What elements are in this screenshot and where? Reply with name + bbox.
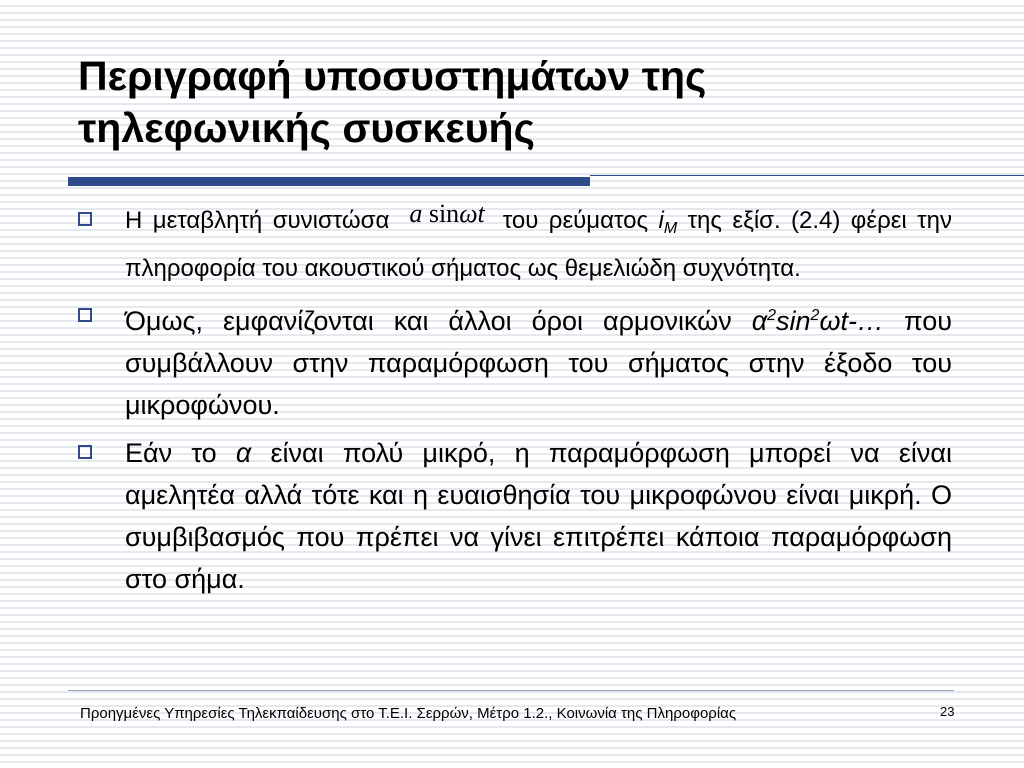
harmonic-term (752, 306, 884, 336)
hollow-square-icon (78, 212, 92, 226)
bullet-text: Η μεταβλητή συνιστώσα (125, 207, 390, 234)
bullet-text: που συμβάλλουν στην παραμόρφωση του σήματος στην έξοδο του μικροφώνου. (125, 306, 952, 420)
harmonic-term-rest: ωt-… (819, 306, 884, 336)
current-variable: i (658, 207, 664, 234)
formula-var-wt: ωt (459, 199, 485, 228)
page-number: 23 (940, 704, 955, 719)
formula-sin: sin (428, 199, 460, 228)
slide-title-line-2: τηλεφωνικής συσκευής (78, 105, 535, 151)
variable-a: α (235, 438, 252, 468)
slide-title (78, 50, 978, 154)
footer-divider (68, 690, 954, 691)
bullet-item (78, 200, 952, 289)
hollow-square-icon (78, 445, 92, 459)
current-subscript: M (663, 220, 678, 237)
bullet-text: Εάν το (125, 438, 217, 468)
bullet-text: της εξίσ. (2.4) φέρει την πληροφορία του ακουστικού σήματος ως θεμελιώδη συχνότητα. (125, 207, 953, 282)
harmonic-term-sin: sin (776, 306, 811, 336)
bullet-item (78, 295, 952, 426)
bullet-text: είναι πολύ μικρό, η παραμόρφωση μπορεί να είναι αμελητέα αλλά τότε και η ευαισθησία του μικροφώνου είναι μικρή. Ο συμβιβασμός που πρέπει να γίνει επιτρέπει κάποια παραμόρφωση στο σήμα. (125, 438, 952, 594)
harmonic-term-sup: 2 (767, 307, 777, 324)
bullet-item (78, 432, 952, 600)
harmonic-term-a: α (751, 306, 768, 336)
title-underline-thick (68, 177, 590, 186)
hollow-square-icon (78, 308, 92, 322)
formula-asinwt (389, 194, 502, 234)
bullet-text: του ρεύματος (502, 207, 649, 234)
bullet-text: Όμως, εμφανίζονται και άλλοι όροι αρμονικών (125, 306, 732, 336)
harmonic-term-sup: 2 (810, 307, 820, 324)
footer-text: Προηγμένες Υπηρεσίες Τηλεκπαίδευσης στο Τ.Ε.Ι. Σερρών, Μέτρο 1.2., Κοινωνία της Πληροφορίας (80, 705, 737, 722)
slide-title-line-1: Περιγραφή υποσυστημάτων της (78, 53, 707, 99)
formula-var-a: a (409, 199, 423, 228)
title-underline-thin (590, 175, 1024, 176)
bullet-list (78, 200, 952, 606)
title-underline (68, 174, 954, 188)
